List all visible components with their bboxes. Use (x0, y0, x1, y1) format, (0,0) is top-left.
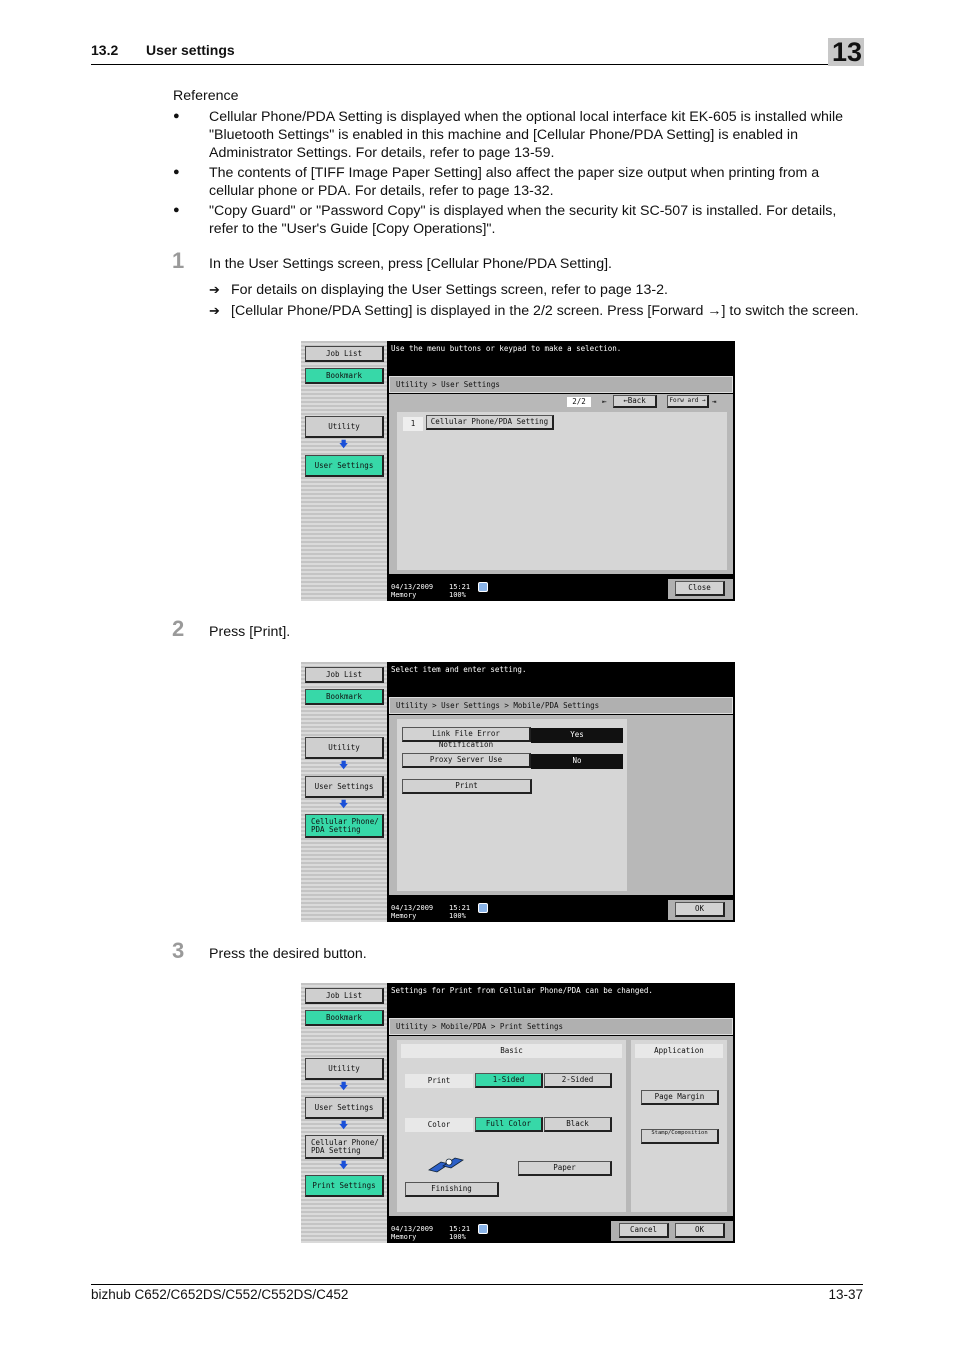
cancel-button[interactable]: Cancel (619, 1223, 669, 1238)
two-sided-button[interactable]: 2-Sided (544, 1073, 612, 1088)
bullet-dot: ● (173, 204, 180, 216)
application-header: Application (635, 1044, 723, 1058)
forward-label: Forw ard (669, 397, 699, 404)
breadcrumb: Utility > User Settings (389, 376, 733, 393)
one-sided-button[interactable]: 1-Sided (475, 1073, 543, 1088)
basic-header: Basic (401, 1044, 622, 1058)
memory-percent: 100% (449, 1233, 466, 1241)
down-arrow-icon: 🡇 (339, 1161, 349, 1171)
memory-percent: 100% (449, 912, 466, 920)
bookmark-button[interactable]: Bookmark (305, 689, 384, 705)
memory-percent: 100% (449, 591, 466, 599)
page-margin-button[interactable]: Page Margin (641, 1090, 719, 1105)
job-list-button[interactable]: Job List (305, 988, 384, 1004)
step-1-sub-2: [Cellular Phone/PDA Setting] is displayed in the 2/2 screen. Press [Forward →] to switch the screen. (231, 303, 859, 319)
bullet-dot: ● (173, 110, 180, 122)
right-arrow-icon: ⇥ (712, 397, 717, 406)
step-number-3: 3 (172, 938, 185, 963)
screen-mobile-pda-settings (301, 662, 735, 922)
date-text: 04/13/2009 (391, 904, 434, 912)
cellular-label: Cellular Phone/ PDA Setting (311, 817, 379, 834)
step-1-sub-1: For details on displaying the User Settings screen, refer to page 13-2. (231, 282, 668, 298)
chapter-badge (828, 38, 864, 66)
bullet-dot: ● (173, 166, 180, 178)
settings-area (397, 719, 627, 891)
memory-label: Memory (391, 591, 417, 599)
date-text: 04/13/2009 (391, 1225, 434, 1233)
cellular-phone-pda-button[interactable] (305, 1135, 384, 1159)
forward-button[interactable]: Forw ard → (667, 395, 709, 408)
step-3-text: Press the desired button. (209, 946, 367, 962)
basic-area (397, 1040, 626, 1212)
step-number-2: 2 (172, 616, 185, 641)
finishing-button[interactable]: Finishing (405, 1182, 499, 1197)
reference-title: Reference (173, 88, 239, 104)
step-1-text: In the User Settings screen, press [Cellular Phone/PDA Setting]. (209, 256, 612, 272)
main-panel (389, 1036, 733, 1216)
user-settings-button[interactable]: User Settings (305, 776, 384, 798)
arrow-bullet-icon: ➔ (209, 303, 220, 318)
down-arrow-icon: 🡇 (339, 761, 349, 771)
down-arrow-icon: 🡇 (339, 1121, 349, 1131)
proxy-server-use-button[interactable]: Proxy Server Use (402, 753, 531, 768)
color-label: Color (405, 1118, 473, 1132)
step-number-1: 1 (172, 248, 185, 273)
status-time (449, 1225, 470, 1241)
screen-message: Select item and enter setting. (391, 665, 527, 674)
utility-button[interactable]: Utility (305, 1058, 384, 1080)
ok-button[interactable]: OK (675, 902, 725, 917)
time-text: 15:21 (449, 904, 471, 912)
left-arrow-icon: ⇤ (602, 397, 607, 406)
cellular-phone-pda-setting-button[interactable]: Cellular Phone/PDA Setting (426, 415, 554, 430)
back-button[interactable]: ←Back (613, 395, 657, 408)
ok-button[interactable]: OK (675, 1223, 725, 1238)
status-time (449, 904, 470, 920)
arrow-bullet-icon: ➔ (209, 282, 220, 297)
footer-page-number: 13-37 (828, 1287, 863, 1302)
reference-bullet-1: Cellular Phone/PDA Setting is displayed when the optional local interface kit EK-605 is installed while "Bluetooth Settings" is enabled in this machine and [Cellular Phone/PDA Setting] is enabled in Administrator Settings. For details, refer to page 13-59. (209, 109, 844, 161)
time-text: 15:21 (449, 583, 471, 591)
screen-message: Use the menu buttons or keypad to make a selection. (391, 344, 622, 353)
bookmark-button[interactable]: Bookmark (305, 368, 384, 384)
reference-bullet-2: The contents of [TIFF Image Paper Setting] also affect the paper size output when printing from a cellular phone or PDA. For details, refer to page 13-32. (209, 165, 820, 199)
utility-button[interactable]: Utility (305, 416, 384, 438)
chapter-number: 13 (831, 37, 862, 67)
full-color-button[interactable]: Full Color (475, 1117, 543, 1132)
utility-button[interactable]: Utility (305, 737, 384, 759)
stamp-composition-button[interactable]: Stamp/Composition (641, 1129, 719, 1144)
cellular-label: Cellular Phone/ PDA Setting (311, 1138, 379, 1155)
job-list-button[interactable]: Job List (305, 667, 384, 683)
date-text: 04/13/2009 (391, 583, 434, 591)
memory-label: Memory (391, 912, 417, 920)
memory-label: Memory (391, 1233, 417, 1241)
network-icon (478, 903, 488, 913)
menu-item-number: 1 (403, 417, 423, 431)
reference-bullet-3: "Copy Guard" or "Password Copy" is displayed when the security kit SC-507 is installed. For details, refer to the "User's Guide [Copy Operations]". (209, 203, 837, 237)
print-settings-button[interactable]: Print Settings (305, 1175, 384, 1197)
cellular-phone-pda-button[interactable] (305, 814, 384, 838)
footer-model: bizhub C652/C652DS/C552/C552DS/C452 (91, 1287, 349, 1302)
status-date (391, 1225, 433, 1241)
job-list-button[interactable]: Job List (305, 346, 384, 362)
user-settings-button[interactable]: User Settings (305, 1097, 384, 1119)
status-time (449, 583, 470, 599)
main-panel (389, 394, 733, 574)
paper-button[interactable]: Paper (518, 1161, 612, 1176)
page-indicator: 2/2 (567, 397, 591, 407)
menu-area (397, 412, 727, 570)
proxy-server-value: No (531, 754, 623, 769)
screen-user-settings (301, 341, 735, 601)
link-file-error-notification-button[interactable]: Link File Error Notification (402, 727, 531, 742)
link-file-error-value: Yes (531, 728, 623, 743)
bookmark-button[interactable]: Bookmark (305, 1010, 384, 1026)
black-button[interactable]: Black (544, 1117, 612, 1132)
network-icon (478, 1224, 488, 1234)
step-2-text: Press [Print]. (209, 624, 291, 640)
breadcrumb: Utility > User Settings > Mobile/PDA Settings (389, 697, 733, 714)
application-area (631, 1040, 727, 1212)
footer-rule (91, 1284, 863, 1285)
print-button[interactable]: Print (402, 779, 532, 794)
network-icon (478, 582, 488, 592)
time-text: 15:21 (449, 1225, 471, 1233)
main-panel (389, 715, 733, 895)
down-arrow-icon: 🡇 (339, 1082, 349, 1092)
status-date (391, 583, 433, 599)
header-rule (91, 64, 863, 65)
print-label: Print (405, 1074, 473, 1088)
user-settings-button[interactable]: User Settings (305, 455, 384, 477)
down-arrow-icon: 🡇 (339, 800, 349, 810)
screen-message: Settings for Print from Cellular Phone/PDA can be changed. (391, 986, 653, 995)
close-button[interactable]: Close (675, 581, 725, 596)
status-date (391, 904, 433, 920)
section-number: 13.2 (91, 42, 119, 58)
down-arrow-icon: 🡇 (339, 440, 349, 450)
section-title: User settings (146, 42, 235, 58)
stapler-icon (427, 1154, 465, 1174)
screen-print-settings (301, 983, 735, 1243)
breadcrumb: Utility > Mobile/PDA > Print Settings (389, 1018, 733, 1035)
